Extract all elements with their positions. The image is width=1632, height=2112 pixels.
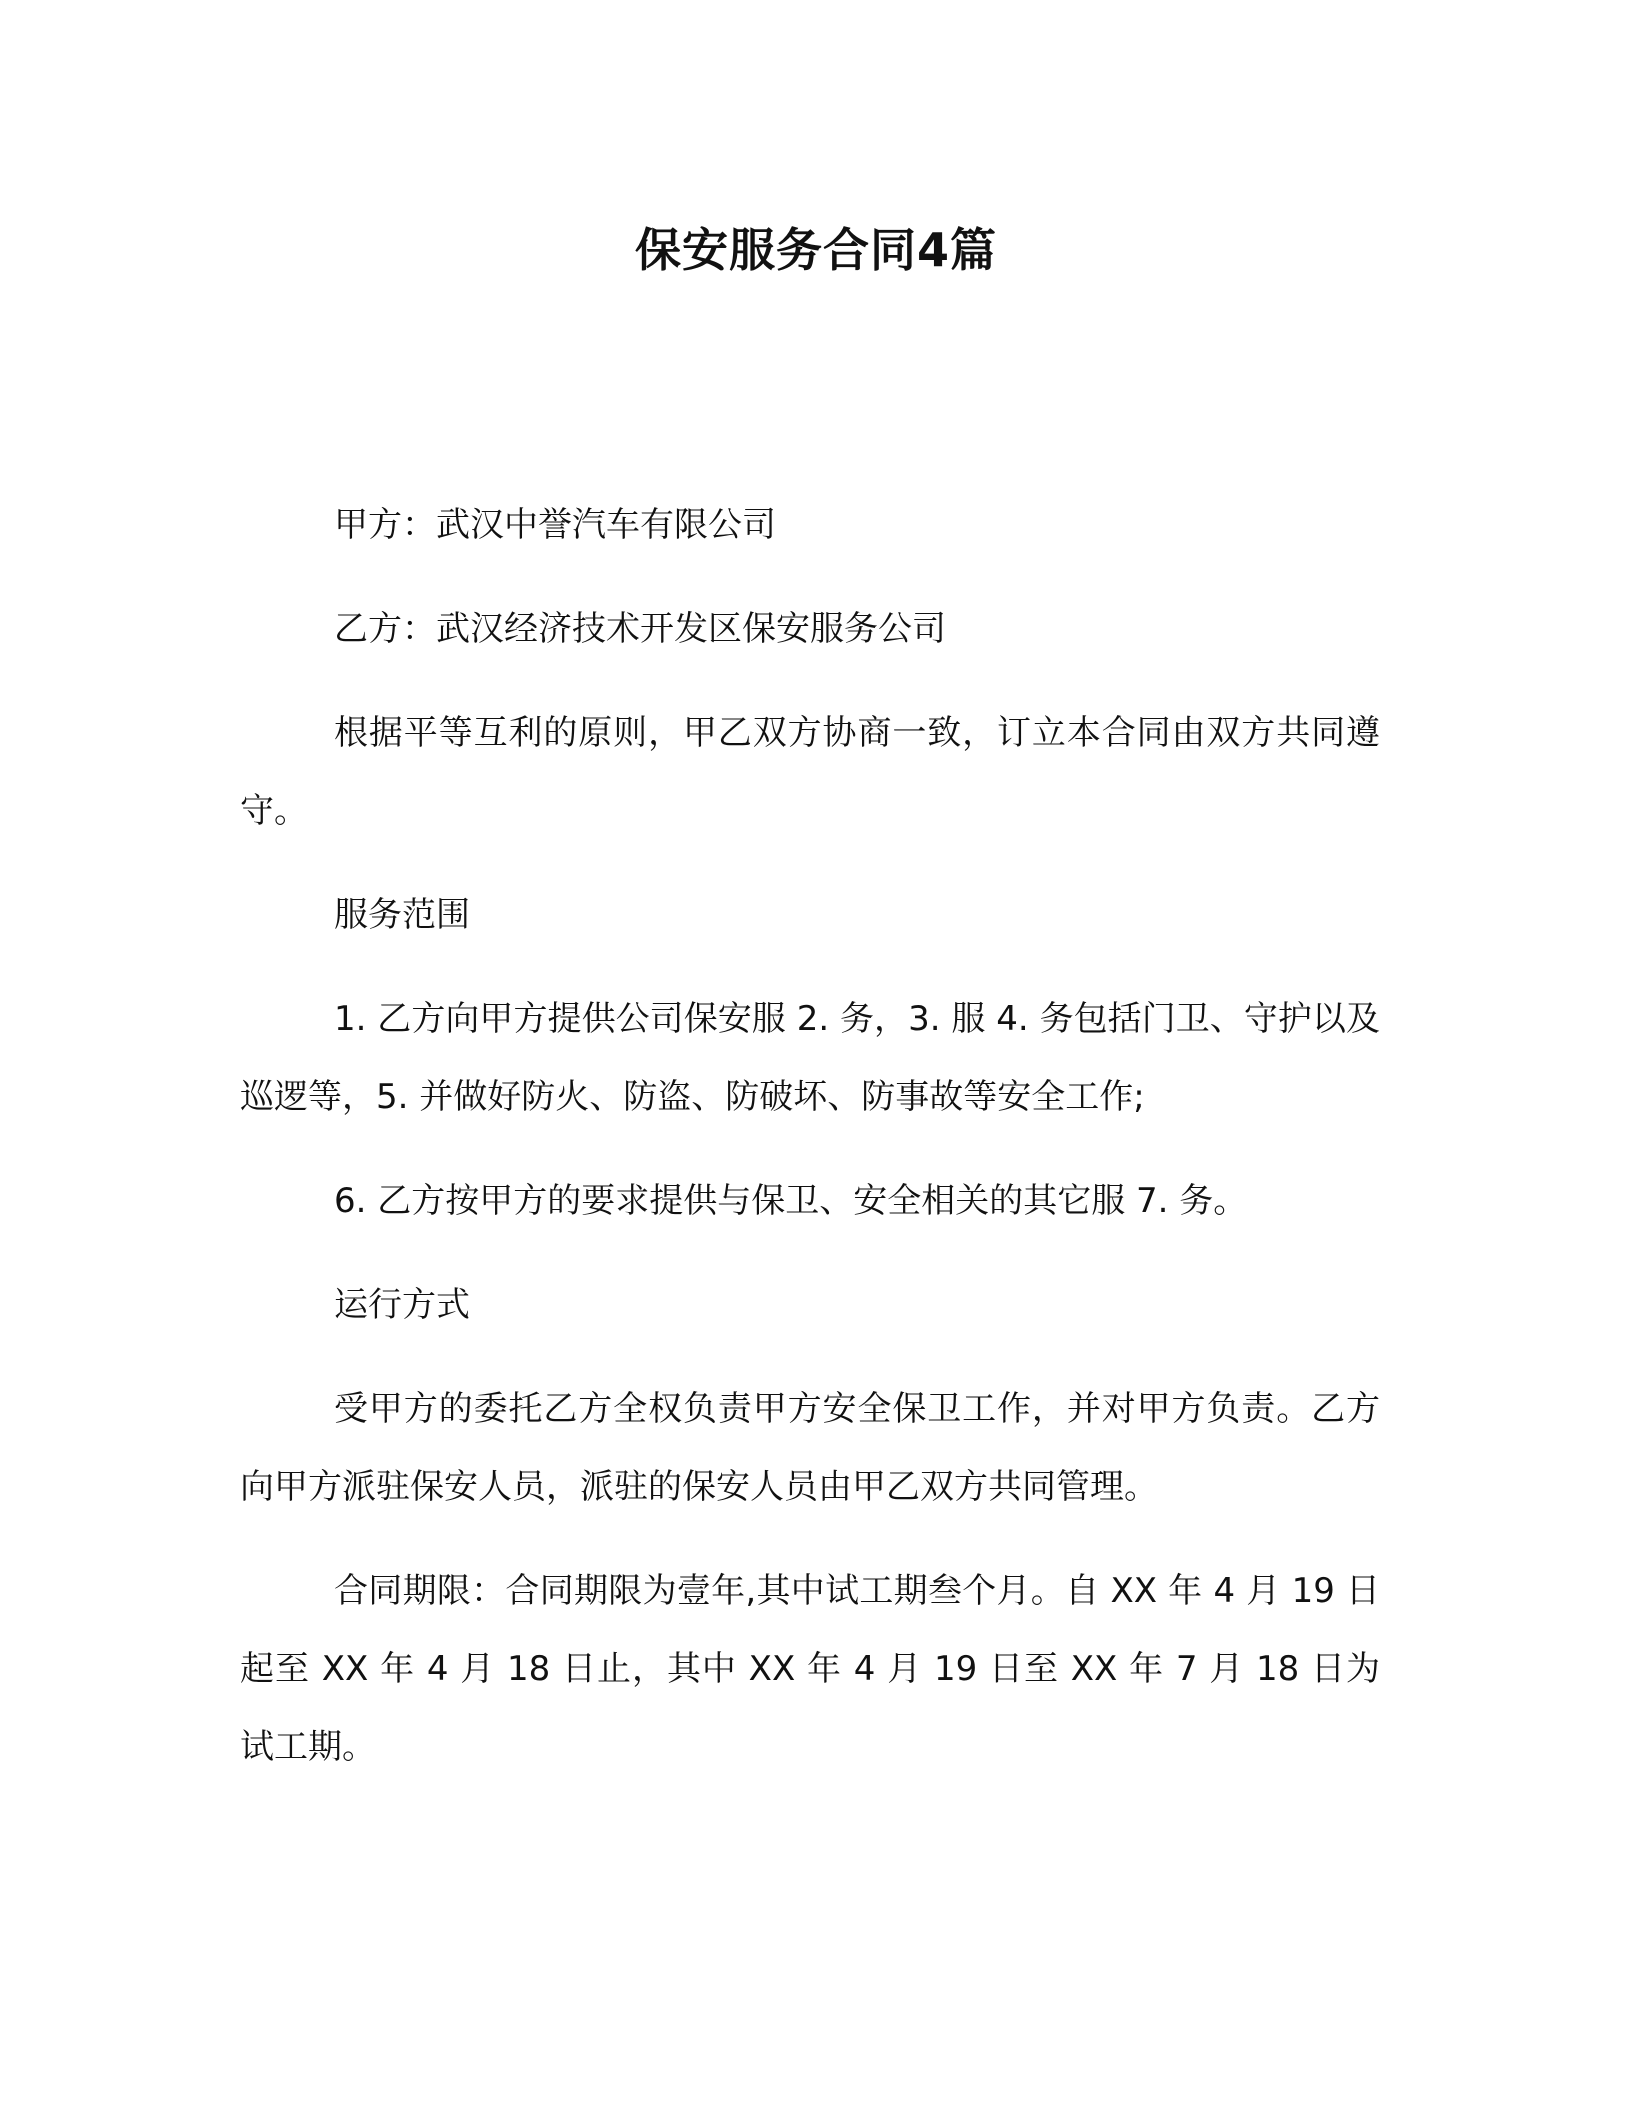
document-title: 保安服务合同4篇 (634, 223, 997, 277)
service-scope-paragraph: 1. 乙方向甲方提供公司保安服 2. 务，3. 服 4. 务包括门卫、守护以及巡逻等，5. 并做好防火、防盗、防破坏、防事故等安全工作; (240, 999, 1380, 1117)
section-heading-operation-mode: 运行方式 (334, 1285, 470, 1325)
principle-paragraph: 根据平等互利的原则，甲乙双方协商一致，订立本合同由双方共同遵守。 (240, 713, 1380, 831)
section-heading-service-scope: 服务范围 (334, 895, 470, 935)
contract-term-paragraph: 合同期限：合同期限为壹年,其中试工期叁个月。自 XX 年 4 月 19 日起至 XX 年 4 月 18 日止，其中 XX 年 4 月 19 日至 XX 年 7 月 18 日为试工期。 (240, 1571, 1380, 1767)
service-scope-extra-paragraph: 6. 乙方按甲方的要求提供与保卫、安全相关的其它服 7. 务。 (334, 1181, 1248, 1221)
operation-mode-paragraph: 受甲方的委托乙方全权负责甲方安全保卫工作，并对甲方负责。乙方向甲方派驻保安人员，派驻的保安人员由甲乙双方共同管理。 (240, 1389, 1380, 1507)
party-b-line: 乙方：武汉经济技术开发区保安服务公司 (334, 609, 946, 649)
party-a-line: 甲方：武汉中誉汽车有限公司 (334, 505, 776, 545)
document-body (240, 486, 1380, 1812)
